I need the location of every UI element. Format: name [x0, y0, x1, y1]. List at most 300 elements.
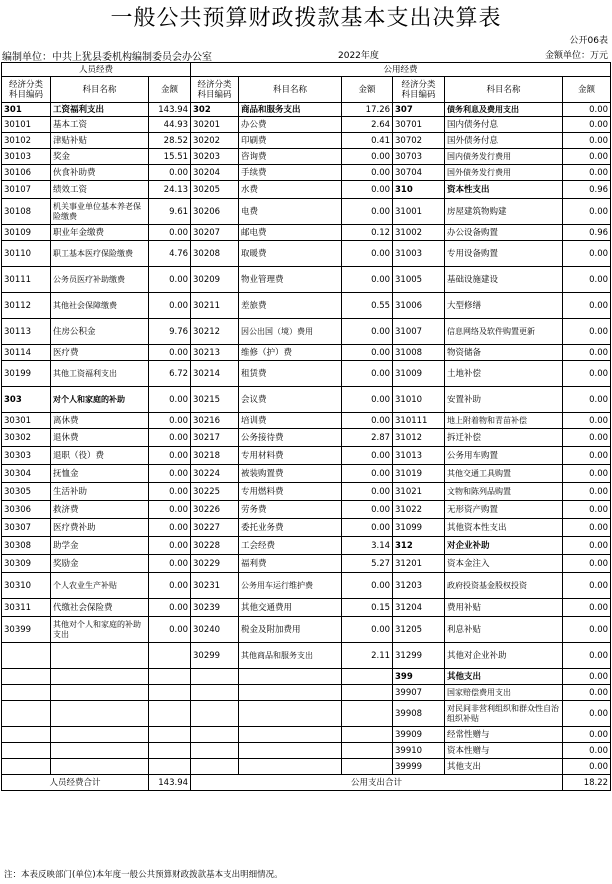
column-header-name: 科目名称: [445, 77, 563, 103]
subject-name: 租赁费: [239, 361, 342, 387]
amount-value: 0.00: [342, 267, 393, 293]
amount-value: 0.00: [563, 573, 611, 599]
table-row: [2, 133, 611, 149]
subject-name: 水费: [239, 181, 342, 199]
subject-code: 30218: [191, 447, 239, 465]
amount-value: 0.00: [563, 387, 611, 413]
amount-value: 0.00: [149, 345, 191, 361]
amount-value: 44.93: [149, 117, 191, 133]
subject-code: 30216: [191, 413, 239, 429]
amount-value: 9.61: [149, 199, 191, 225]
subject-name: 专用设备购置: [445, 241, 563, 267]
table-row: [2, 319, 611, 345]
table-row: [2, 573, 611, 599]
amount-value: [149, 759, 191, 775]
subject-code: 30303: [2, 447, 51, 465]
subject-name: 对民间非营利组织和群众性自治组织补贴: [445, 701, 563, 727]
table-row: [2, 555, 611, 573]
amount-value: 0.00: [342, 199, 393, 225]
subject-name: 专用材料费: [239, 447, 342, 465]
amount-value: 0.00: [563, 429, 611, 447]
expenditure-table: [1, 62, 611, 791]
subject-code: 30240: [191, 617, 239, 643]
column-header-name: 科目名称: [239, 77, 342, 103]
table-row: [2, 387, 611, 413]
subject-code: 30114: [2, 345, 51, 361]
amount-value: 0.00: [563, 519, 611, 537]
subject-code: 31002: [393, 225, 445, 241]
subject-name: 其他支出: [445, 759, 563, 775]
subject-name: 国外债务发行费用: [445, 165, 563, 181]
subject-code: 312: [393, 537, 445, 555]
subject-name: 对个人和家庭的补助: [51, 387, 149, 413]
table-row: [2, 599, 611, 617]
amount-value: 0.00: [563, 685, 611, 701]
amount-value: 0.00: [149, 573, 191, 599]
subject-code: [2, 643, 51, 669]
subject-code: 30299: [191, 643, 239, 669]
subject-name: 对企业补助: [445, 537, 563, 555]
amount-value: 0.00: [342, 361, 393, 387]
subject-name: 房屋建筑物购建: [445, 199, 563, 225]
subject-code: 30701: [393, 117, 445, 133]
subject-code: 30304: [2, 465, 51, 483]
subject-name: [51, 701, 149, 727]
subject-code: 30204: [191, 165, 239, 181]
subject-code: [191, 743, 239, 759]
table-row: [2, 117, 611, 133]
amount-value: [149, 643, 191, 669]
public-total-label: 公用支出合计: [191, 775, 563, 791]
subject-code: 30214: [191, 361, 239, 387]
table-row: [2, 743, 611, 759]
table-row: [2, 345, 611, 361]
amount-value: 0.00: [149, 429, 191, 447]
amount-value: [149, 701, 191, 727]
subject-name: [239, 669, 342, 685]
column-header-name: 科目名称: [51, 77, 149, 103]
subject-name: 因公出国（境）费用: [239, 319, 342, 345]
subject-name: 利息补贴: [445, 617, 563, 643]
table-row: [2, 149, 611, 165]
table-row: [2, 181, 611, 199]
amount-value: 0.55: [342, 293, 393, 319]
form-number: 公开06表: [569, 36, 608, 46]
subject-code: 31204: [393, 599, 445, 617]
amount-value: [149, 669, 191, 685]
subject-name: 福利费: [239, 555, 342, 573]
subject-name: 国内债务付息: [445, 117, 563, 133]
amount-value: 0.00: [563, 465, 611, 483]
subject-code: 30703: [393, 149, 445, 165]
amount-value: 0.00: [563, 483, 611, 501]
amount-value: 0.00: [342, 319, 393, 345]
amount-value: 2.64: [342, 117, 393, 133]
amount-value: [342, 743, 393, 759]
subject-name: 商品和服务支出: [239, 103, 342, 117]
table-row: [2, 225, 611, 241]
amount-value: 0.00: [342, 483, 393, 501]
amount-value: 0.00: [342, 573, 393, 599]
table-row: [2, 727, 611, 743]
subject-code: 30399: [2, 617, 51, 643]
subject-name: 无形资产购置: [445, 501, 563, 519]
subject-code: 30308: [2, 537, 51, 555]
amount-value: 0.96: [563, 225, 611, 241]
subject-code: 30307: [2, 519, 51, 537]
amount-value: 0.00: [563, 117, 611, 133]
amount-value: 0.00: [342, 519, 393, 537]
subject-name: [239, 685, 342, 701]
amount-value: 0.00: [149, 447, 191, 465]
table-row: [2, 293, 611, 319]
subject-name: 培训费: [239, 413, 342, 429]
amount-value: 0.00: [563, 267, 611, 293]
subject-name: 工资福利支出: [51, 103, 149, 117]
subject-name: 工会经费: [239, 537, 342, 555]
subject-code: 30213: [191, 345, 239, 361]
amount-value: 0.00: [563, 361, 611, 387]
subject-name: [239, 701, 342, 727]
subject-code: [191, 685, 239, 701]
subject-name: 抚恤金: [51, 465, 149, 483]
table-row: [2, 413, 611, 429]
subject-code: 30113: [2, 319, 51, 345]
column-header-amount: 金额: [563, 77, 611, 103]
subject-name: 机关事业单位基本养老保险缴费: [51, 199, 149, 225]
table-row: [2, 669, 611, 685]
subject-name: 代缴社会保险费: [51, 599, 149, 617]
amount-value: 0.12: [342, 225, 393, 241]
subject-code: 30226: [191, 501, 239, 519]
subject-code: 31003: [393, 241, 445, 267]
subject-code: 30239: [191, 599, 239, 617]
subject-name: 公务用车购置: [445, 447, 563, 465]
subject-name: 办公设备购置: [445, 225, 563, 241]
subject-name: 公务用车运行维护费: [239, 573, 342, 599]
subject-name: 医疗费: [51, 345, 149, 361]
table-row: [2, 165, 611, 181]
subject-name: 信息网络及软件购置更新: [445, 319, 563, 345]
subject-code: [191, 759, 239, 775]
subject-code: 302: [191, 103, 239, 117]
subject-code: 30208: [191, 241, 239, 267]
column-header-code: 经济分类 科目编码: [393, 77, 445, 103]
amount-value: 0.00: [149, 225, 191, 241]
subject-name: [51, 685, 149, 701]
table-row: [2, 361, 611, 387]
subject-code: 30231: [191, 573, 239, 599]
subject-code: 30109: [2, 225, 51, 241]
amount-value: 0.00: [563, 759, 611, 775]
amount-value: 0.00: [563, 669, 611, 685]
subject-name: 国内债务发行费用: [445, 149, 563, 165]
amount-value: 0.00: [342, 617, 393, 643]
subject-code: 30310: [2, 573, 51, 599]
amount-value: 0.00: [149, 555, 191, 573]
subject-name: 差旅费: [239, 293, 342, 319]
amount-value: 0.00: [563, 133, 611, 149]
subject-code: 30211: [191, 293, 239, 319]
subject-name: 其他对个人和家庭的补助支出: [51, 617, 149, 643]
amount-value: 4.76: [149, 241, 191, 267]
public-header: 公用经费: [191, 63, 611, 77]
subject-code: 31012: [393, 429, 445, 447]
table-row: [2, 429, 611, 447]
subject-name: 离休费: [51, 413, 149, 429]
subject-code: 31010: [393, 387, 445, 413]
subject-code: 30311: [2, 599, 51, 617]
amount-value: 9.76: [149, 319, 191, 345]
subject-name: 资本性支出: [445, 181, 563, 199]
amount-value: 0.00: [563, 149, 611, 165]
amount-value: 2.87: [342, 429, 393, 447]
amount-value: 0.00: [342, 241, 393, 267]
subject-code: 30225: [191, 483, 239, 501]
amount-value: 28.52: [149, 133, 191, 149]
subject-code: 31001: [393, 199, 445, 225]
amount-value: 17.26: [342, 103, 393, 117]
table-row: [2, 447, 611, 465]
amount-value: 0.00: [563, 241, 611, 267]
amount-value: 0.00: [563, 293, 611, 319]
table-row: [2, 199, 611, 225]
table-row: [2, 501, 611, 519]
amount-value: 0.00: [342, 149, 393, 165]
amount-value: 0.00: [342, 465, 393, 483]
table-row: [2, 483, 611, 501]
subject-code: 30301: [2, 413, 51, 429]
amount-value: [149, 727, 191, 743]
table-row: [2, 701, 611, 727]
amount-value: 0.00: [149, 617, 191, 643]
subject-code: 30111: [2, 267, 51, 293]
personnel-header: 人员经费: [2, 63, 191, 77]
column-header-amount: 金额: [149, 77, 191, 103]
amount-value: 0.00: [342, 447, 393, 465]
subject-name: 维修（护）费: [239, 345, 342, 361]
subject-name: [51, 669, 149, 685]
amount-value: 0.00: [149, 267, 191, 293]
subject-name: 公务员医疗补助缴费: [51, 267, 149, 293]
subject-code: 30110: [2, 241, 51, 267]
subject-name: 会议费: [239, 387, 342, 413]
amount-value: 0.00: [149, 599, 191, 617]
subject-name: 其他交通工具购置: [445, 465, 563, 483]
subject-code: 30101: [2, 117, 51, 133]
subject-name: 基本工资: [51, 117, 149, 133]
subject-code: 31013: [393, 447, 445, 465]
subject-code: 31203: [393, 573, 445, 599]
table-row: [2, 643, 611, 669]
subject-code: 30217: [191, 429, 239, 447]
subject-code: 30302: [2, 429, 51, 447]
subject-name: 资本金注入: [445, 555, 563, 573]
subject-code: 30702: [393, 133, 445, 149]
subject-name: 地上附着物和青苗补偿: [445, 413, 563, 429]
subject-code: 307: [393, 103, 445, 117]
amount-value: [149, 685, 191, 701]
amount-value: 0.00: [563, 643, 611, 669]
subject-code: [2, 669, 51, 685]
subject-name: 其他资本性支出: [445, 519, 563, 537]
subject-code: 301: [2, 103, 51, 117]
amount-value: [342, 727, 393, 743]
amount-value: 0.00: [149, 483, 191, 501]
amount-value: 0.00: [563, 599, 611, 617]
amount-value: 0.00: [563, 319, 611, 345]
subject-name: 物资储备: [445, 345, 563, 361]
amount-value: 0.00: [149, 465, 191, 483]
subject-name: 奖励金: [51, 555, 149, 573]
amount-value: 5.27: [342, 555, 393, 573]
subject-code: 30228: [191, 537, 239, 555]
subject-code: 30212: [191, 319, 239, 345]
subject-code: 31022: [393, 501, 445, 519]
subject-name: 个人农业生产补贴: [51, 573, 149, 599]
subject-code: 39908: [393, 701, 445, 727]
subject-name: 大型修缮: [445, 293, 563, 319]
amount-unit: 金额单位：万元: [544, 51, 608, 61]
subject-name: 退职（役）费: [51, 447, 149, 465]
subject-name: 其他商品和服务支出: [239, 643, 342, 669]
subject-name: 被装购置费: [239, 465, 342, 483]
amount-value: 0.00: [563, 165, 611, 181]
subject-name: 职业年金缴费: [51, 225, 149, 241]
subject-code: 30305: [2, 483, 51, 501]
subject-name: [239, 743, 342, 759]
footnote: 注：本表反映部门(单位)本年度一般公共预算财政拨款基本支出明细情况。: [4, 870, 283, 880]
subject-code: [191, 669, 239, 685]
subject-code: 30108: [2, 199, 51, 225]
personnel-total-label: 人员经费合计: [2, 775, 149, 791]
subject-name: [51, 643, 149, 669]
subject-name: 税金及附加费用: [239, 617, 342, 643]
amount-value: 0.00: [149, 501, 191, 519]
subject-name: 公务接待费: [239, 429, 342, 447]
subject-code: [2, 759, 51, 775]
subject-name: 住房公积金: [51, 319, 149, 345]
subject-name: 其他对企业补助: [445, 643, 563, 669]
subject-code: 30215: [191, 387, 239, 413]
subject-code: 30107: [2, 181, 51, 199]
subject-code: 30209: [191, 267, 239, 293]
table-row: [2, 465, 611, 483]
subject-code: 399: [393, 669, 445, 685]
amount-value: 0.00: [342, 501, 393, 519]
subject-name: [239, 759, 342, 775]
subject-code: 30306: [2, 501, 51, 519]
amount-value: 0.00: [563, 345, 611, 361]
subject-code: 30199: [2, 361, 51, 387]
amount-value: [342, 669, 393, 685]
subject-name: 国外债务付息: [445, 133, 563, 149]
subject-code: [191, 701, 239, 727]
subject-name: 办公费: [239, 117, 342, 133]
subject-name: 其他社会保障缴费: [51, 293, 149, 319]
subject-name: 奖金: [51, 149, 149, 165]
subject-name: 安置补助: [445, 387, 563, 413]
subject-name: 生活补助: [51, 483, 149, 501]
amount-value: 0.00: [563, 617, 611, 643]
subject-code: 30103: [2, 149, 51, 165]
amount-value: 0.41: [342, 133, 393, 149]
fiscal-year: 2022年度: [338, 51, 379, 61]
reporting-unit: 编制单位：中共上犹县委机构编制委员会办公室: [2, 52, 212, 63]
amount-value: 0.00: [563, 701, 611, 727]
subject-name: 津贴补贴: [51, 133, 149, 149]
subject-code: 30202: [191, 133, 239, 149]
public-total-value: 18.22: [563, 775, 611, 791]
table-row: [2, 537, 611, 555]
amount-value: 0.15: [342, 599, 393, 617]
amount-value: 0.00: [149, 387, 191, 413]
subject-name: 退休费: [51, 429, 149, 447]
table-row: [2, 685, 611, 701]
amount-value: 0.00: [149, 165, 191, 181]
subject-code: [2, 701, 51, 727]
subject-code: [2, 727, 51, 743]
subject-code: 30102: [2, 133, 51, 149]
subject-name: [51, 759, 149, 775]
amount-value: 0.00: [563, 103, 611, 117]
subject-code: 39999: [393, 759, 445, 775]
subject-code: 303: [2, 387, 51, 413]
subject-name: 基础设施建设: [445, 267, 563, 293]
amount-value: 6.72: [149, 361, 191, 387]
subject-name: 土地补偿: [445, 361, 563, 387]
amount-value: 24.13: [149, 181, 191, 199]
table-row: [2, 241, 611, 267]
subject-name: 劳务费: [239, 501, 342, 519]
subject-name: 电费: [239, 199, 342, 225]
amount-value: 0.00: [563, 501, 611, 519]
subject-name: 其他工资福利支出: [51, 361, 149, 387]
subject-name: 委托业务费: [239, 519, 342, 537]
subject-name: 拆迁补偿: [445, 429, 563, 447]
amount-value: [342, 759, 393, 775]
subject-name: [239, 727, 342, 743]
subject-name: [51, 727, 149, 743]
amount-value: 0.00: [342, 181, 393, 199]
subject-code: 30309: [2, 555, 51, 573]
subject-code: 30201: [191, 117, 239, 133]
amount-value: 0.00: [149, 537, 191, 555]
subject-name: 手续费: [239, 165, 342, 181]
amount-value: 0.00: [342, 413, 393, 429]
amount-value: 0.00: [563, 537, 611, 555]
amount-value: 0.96: [563, 181, 611, 199]
amount-value: 0.00: [563, 727, 611, 743]
page-title: 一般公共预算财政拨款基本支出决算表: [110, 6, 502, 31]
amount-value: 0.00: [563, 413, 611, 429]
subject-name: 费用补贴: [445, 599, 563, 617]
subject-code: [191, 727, 239, 743]
subject-name: 政府投资基金股权投资: [445, 573, 563, 599]
subject-code: 30227: [191, 519, 239, 537]
subject-code: 31009: [393, 361, 445, 387]
subject-code: 31201: [393, 555, 445, 573]
subject-code: 39907: [393, 685, 445, 701]
amount-value: [342, 685, 393, 701]
amount-value: 0.00: [342, 345, 393, 361]
amount-value: 3.14: [342, 537, 393, 555]
amount-value: 0.00: [149, 293, 191, 319]
subject-name: 印刷费: [239, 133, 342, 149]
subject-name: 邮电费: [239, 225, 342, 241]
subject-name: 其他支出: [445, 669, 563, 685]
subject-code: 30206: [191, 199, 239, 225]
